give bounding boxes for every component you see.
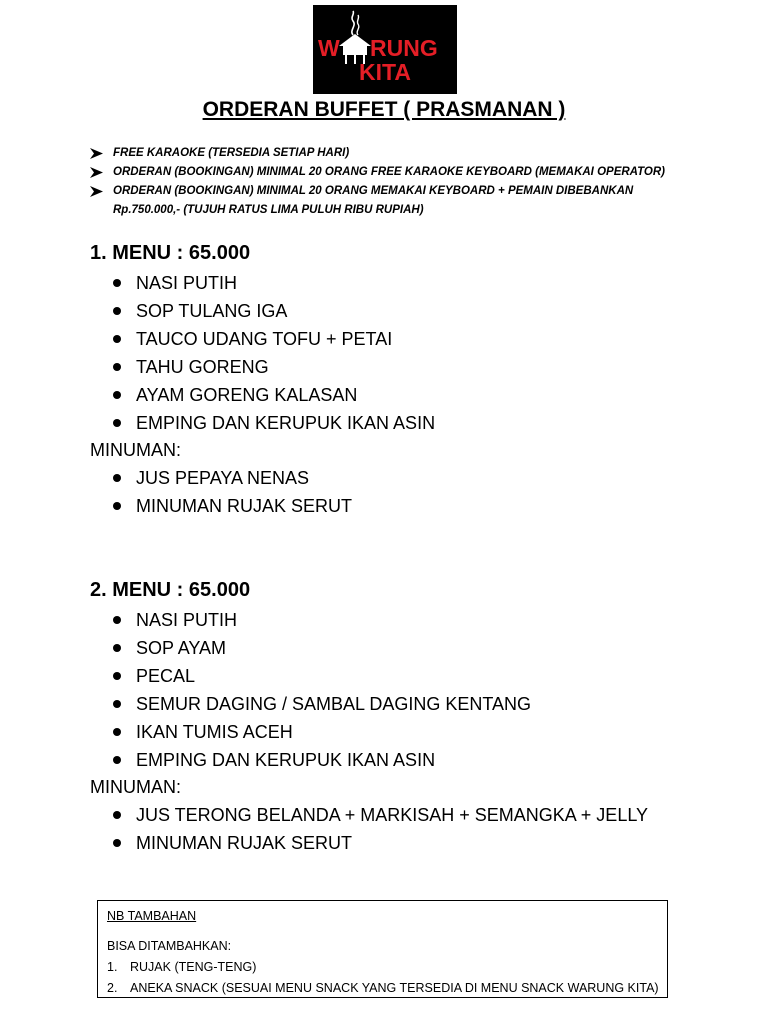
logo-rung-letters: RUNG <box>370 35 438 61</box>
nb-list-item <box>107 978 658 999</box>
list-item: SOP AYAM <box>112 634 531 662</box>
note-item <box>90 144 690 163</box>
page-title: ORDERAN BUFFET ( PRASMANAN ) <box>202 98 566 121</box>
note-text: ORDERAN (BOOKINGAN) MINIMAL 20 ORANG FREE KARAOKE KEYBOARD (MEMAKAI OPERATOR) <box>113 166 666 178</box>
list-item: NASI PUTIH <box>112 269 435 297</box>
nb-item-text: ANEKA SNACK (SESUAI MENU SNACK YANG TERSEDIA DI MENU SNACK WARUNG KITA) <box>130 981 659 995</box>
nb-item-text: RUJAK (TENG-TENG) <box>130 960 257 974</box>
arrow-bullet-icon <box>90 148 103 159</box>
nb-list-item <box>107 957 658 978</box>
list-item: JUS TERONG BELANDA + MARKISAH + SEMANGKA + JELLY <box>112 801 648 829</box>
list-item: TAHU GORENG <box>112 353 435 381</box>
nb-list <box>107 957 658 999</box>
arrow-bullet-icon <box>90 186 103 197</box>
list-item: AYAM GORENG KALASAN <box>112 381 435 409</box>
logo-kita-word: KITA <box>359 59 411 85</box>
list-item: JUS PEPAYA NENAS <box>112 464 352 492</box>
menu-2-heading: 2. MENU : 65.000 <box>90 579 251 601</box>
nb-item-number: 2. <box>107 981 118 995</box>
menu-2-food-list <box>112 606 531 774</box>
nb-title: NB TAMBAHAN <box>107 909 197 923</box>
menu-2-drinks-list <box>112 801 648 857</box>
note-text: FREE KARAOKE (TERSEDIA SETIAP HARI) <box>113 147 350 159</box>
warung-kita-logo-graphic <box>313 5 457 94</box>
list-item: MINUMAN RUJAK SERUT <box>112 492 352 520</box>
note-item <box>90 163 690 182</box>
list-item: EMPING DAN KERUPUK IKAN ASIN <box>112 409 435 437</box>
list-item: EMPING DAN KERUPUK IKAN ASIN <box>112 746 531 774</box>
menu-1-food-list <box>112 269 435 437</box>
list-item: IKAN TUMIS ACEH <box>112 718 531 746</box>
arrow-bullet-icon <box>90 167 103 178</box>
note-text: ORDERAN (BOOKINGAN) MINIMAL 20 ORANG MEMAKAI KEYBOARD + PEMAIN DIBEBANKAN Rp.750.000,- (TUJUH RATUS LIMA PULUH RIBU RUPIAH) <box>113 185 634 216</box>
note-item <box>90 182 690 220</box>
menu-1-drinks-list <box>112 464 352 520</box>
list-item: NASI PUTIH <box>112 606 531 634</box>
notes-list <box>90 144 690 220</box>
nb-subtitle: BISA DITAMBAHKAN: <box>107 939 232 953</box>
list-item: SEMUR DAGING / SAMBAL DAGING KENTANG <box>112 690 531 718</box>
logo-w-letter: W <box>318 35 340 61</box>
nb-item-number: 1. <box>107 960 118 974</box>
list-item: PECAL <box>112 662 531 690</box>
menu-1-drinks-label: MINUMAN: <box>90 440 181 460</box>
brand-logo <box>313 5 457 94</box>
list-item: TAUCO UDANG TOFU + PETAI <box>112 325 435 353</box>
list-item: SOP TULANG IGA <box>112 297 435 325</box>
nb-box <box>97 900 668 998</box>
menu-1-heading: 1. MENU : 65.000 <box>90 242 251 264</box>
menu-2-drinks-label: MINUMAN: <box>90 777 181 797</box>
list-item: MINUMAN RUJAK SERUT <box>112 829 648 857</box>
